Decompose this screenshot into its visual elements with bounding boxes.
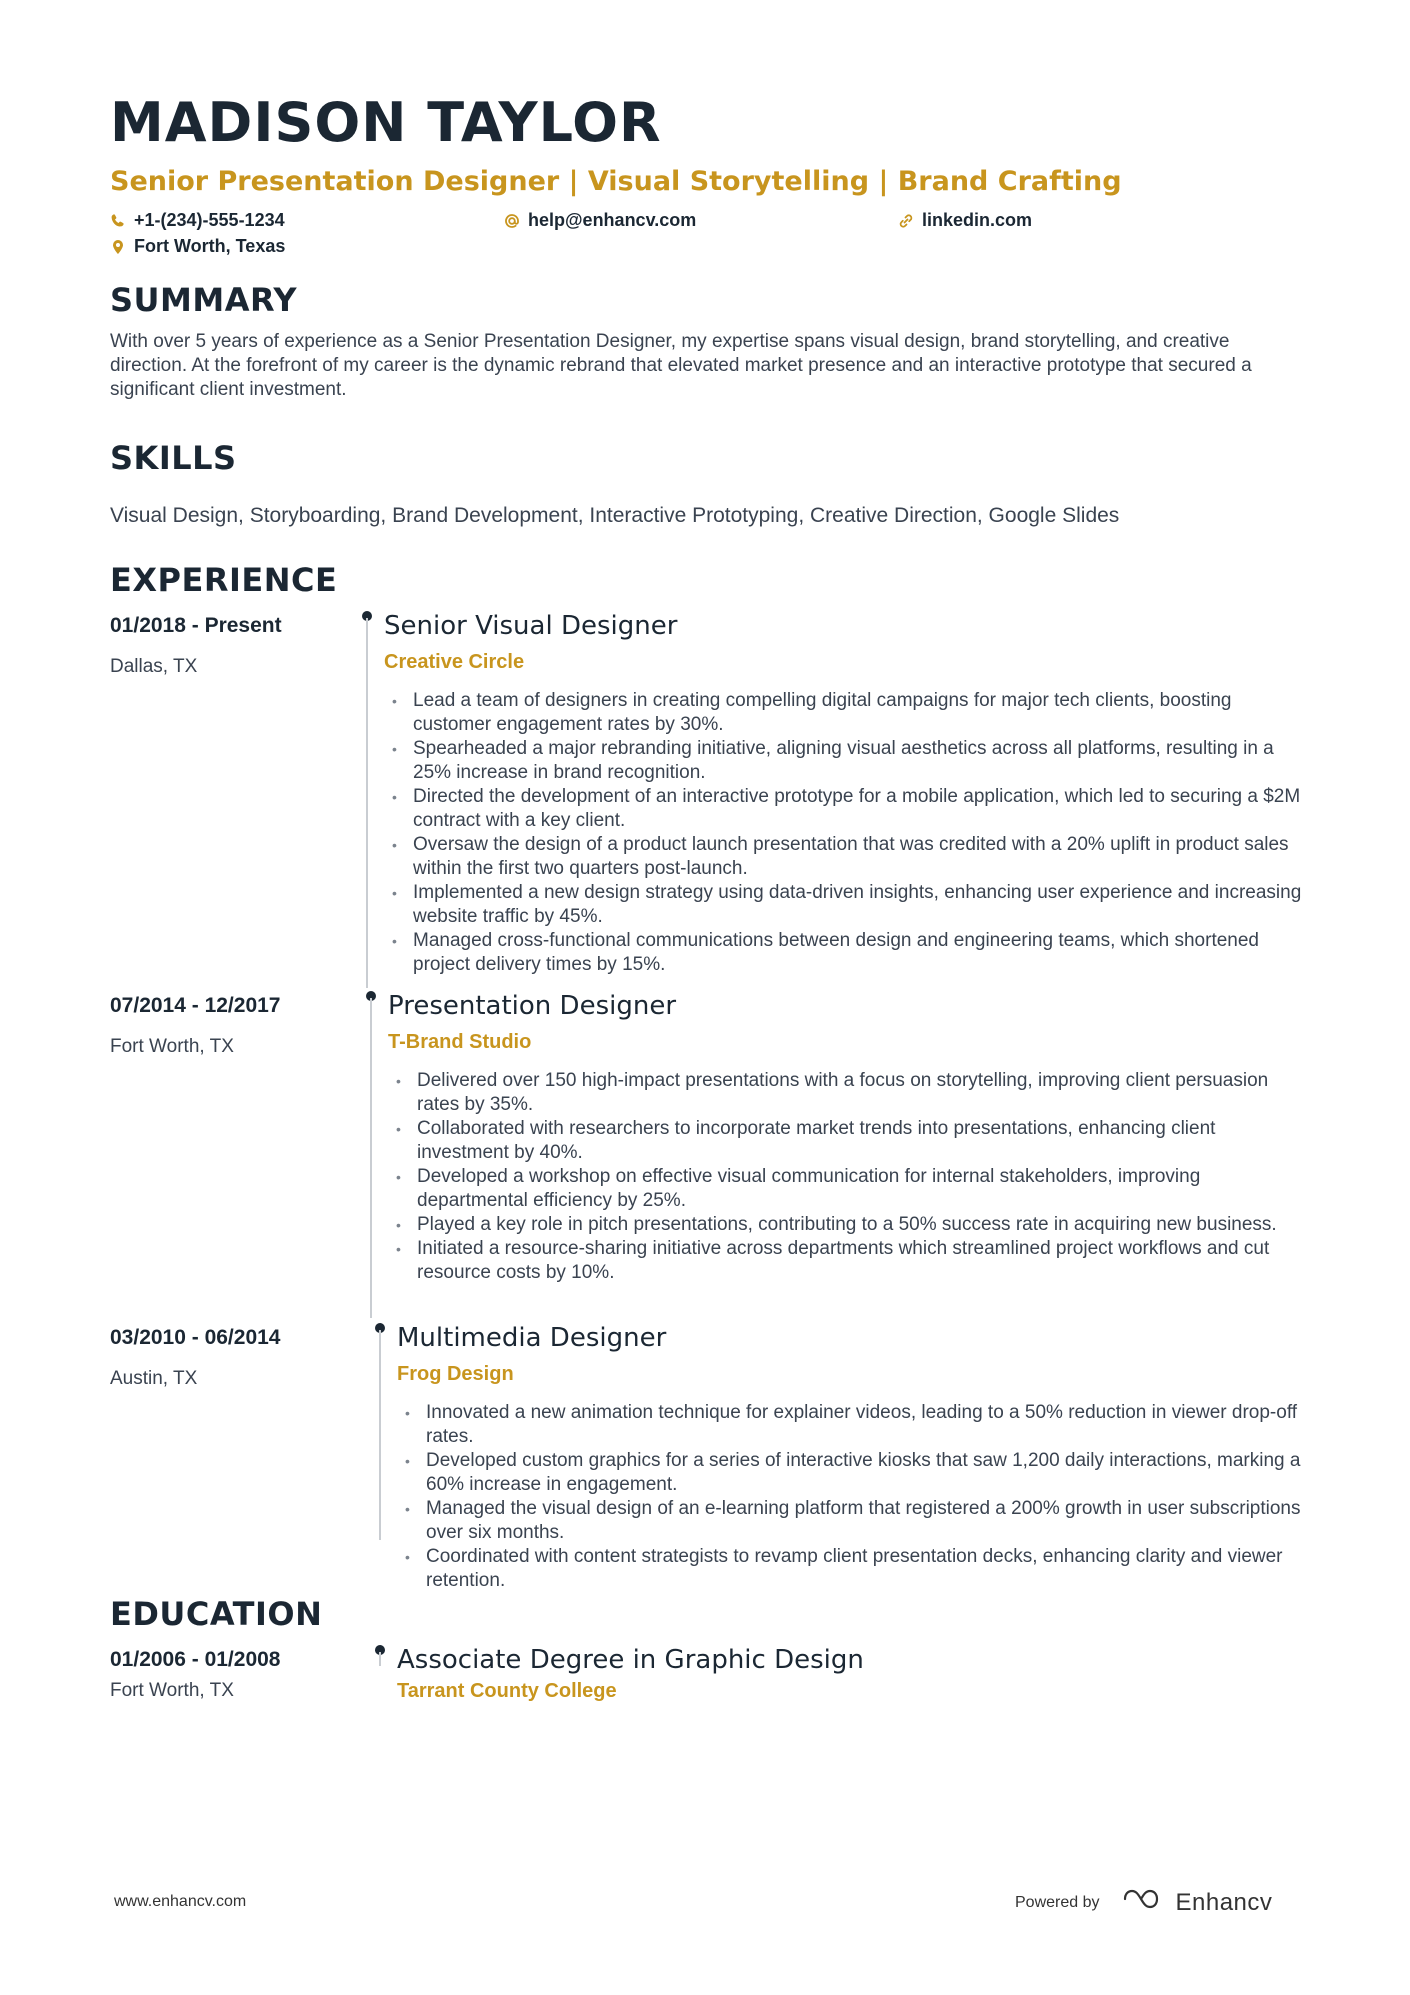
job-bullets [397,1401,1310,1593]
location-text: Fort Worth, Texas [134,236,286,257]
footer-website[interactable]: www.enhancv.com [114,1893,247,1910]
summary-section [110,281,1310,402]
job-bullet: • Coordinated with content strategists to revamp client presentation decks, enhancing clarity and viewer retention. [397,1545,1310,1593]
phone-number: +1-(234)-555-1234 [134,210,285,231]
job-role: Presentation Designer [388,991,677,1022]
job-dates: 01/2018 - Present [110,614,282,638]
job-bullet: • Spearheaded a major rebranding initiative, aligning visual aesthetics across all platforms, resulting in a 25% increase in brand recognition. [384,737,1310,785]
education-location: Fort Worth, TX [110,1680,234,1702]
link-url: linkedin.com [922,210,1033,231]
timeline-line [379,1652,381,1666]
summary-text: With over 5 years of experience as a Senior Presentation Designer, my expertise spans visual design, brand storytelling, and creative direction. At the forefront of my career is the dynamic rebrand that elevated market presence and an interactive prototype that secured a significant client investment. [110,331,1252,401]
school: Tarrant County College [397,1680,617,1703]
job-bullet: • Played a key role in pitch presentations, contributing to a 50% success rate in acquiring new business. [388,1213,1310,1237]
job-bullet: • Oversaw the design of a product launch presentation that was credited with a 20% uplift in product sales within the first two quarters post-launch. [384,833,1310,881]
education-heading: EDUCATION [110,1595,323,1634]
email-address: help@enhancv.com [528,210,697,231]
brand-name: Enhancv [1175,1888,1273,1916]
timeline-line [370,998,372,1318]
timeline-rail [363,1326,397,1586]
job-company: T-Brand Studio [388,1031,532,1054]
headline: Senior Presentation Designer | Visual Storytelling | Brand Crafting [110,166,1122,197]
degree: Associate Degree in Graphic Design [397,1645,864,1676]
job-dates: 07/2014 - 12/2017 [110,994,281,1018]
resume-page [110,91,1310,1703]
timeline-rail [363,1648,397,1703]
summary-heading: SUMMARY [110,281,298,320]
phone-icon [110,213,126,229]
education-section [110,1595,1310,1703]
job-bullet: • Developed custom graphics for a series of interactive kiosks that saw 1,200 daily interactions, marking a 60% increase in engagement. [397,1449,1310,1497]
job-bullet: • Developed a workshop on effective visual communication for internal stakeholders, improving departmental efficiency by 25%. [388,1165,1310,1213]
job-bullets [384,689,1310,977]
skills-text: Visual Design, Storyboarding, Brand Development, Interactive Prototyping, Creative Direction, Google Slides [110,504,1120,528]
education-entry [110,1645,1310,1703]
at-icon [504,213,520,229]
link-icon [898,213,914,229]
experience-heading: EXPERIENCE [110,561,338,600]
link-contact[interactable] [898,210,1032,231]
job-bullet: • Collaborated with researchers to incorporate market trends into presentations, enhancing client investment by 40%. [388,1117,1310,1165]
job-role: Multimedia Designer [397,1323,667,1354]
footer-branding [1015,1886,1272,1919]
powered-by-label: Powered by [1015,1893,1100,1911]
timeline-rail [354,994,388,1326]
job-bullet: • Managed the visual design of an e-learning platform that registered a 200% growth in user subscriptions over six months. [397,1497,1310,1545]
enhancv-brand[interactable] [1122,1886,1273,1919]
job-company: Frog Design [397,1363,514,1386]
email-contact[interactable] [504,210,696,231]
timeline-line [379,1330,381,1540]
job-role: Senior Visual Designer [384,611,678,642]
location-pin-icon [110,239,126,255]
job-bullet: • Implemented a new design strategy using data-driven insights, enhancing user experience and increasing website traffic by 45%. [384,881,1310,929]
job-location: Austin, TX [110,1368,198,1390]
timeline-line [366,618,368,988]
job-entry [110,991,1310,1326]
job-location: Fort Worth, TX [110,1036,234,1058]
location-contact [110,236,285,257]
job-location: Dallas, TX [110,656,198,678]
contact-info [110,204,1310,260]
skills-heading: SKILLS [110,439,237,478]
job-bullet: • Delivered over 150 high-impact presentations with a focus on storytelling, improving client persuasion rates by 35%. [388,1069,1310,1117]
candidate-name: MADISON TAYLOR [110,91,662,154]
job-bullet: • Initiated a resource-sharing initiative across departments which streamlined project workflows and cut resource costs by 10%. [388,1237,1310,1285]
timeline-rail [350,614,384,994]
phone-contact [110,210,285,231]
job-bullet: • Managed cross-functional communications between design and engineering teams, which shortened project delivery times by 15%. [384,929,1310,977]
job-entry [110,611,1310,994]
experience-section [110,561,1310,1592]
job-bullet: • Lead a team of designers in creating compelling digital campaigns for major tech clients, boosting customer engagement rates by 30%. [384,689,1310,737]
enhancv-logo-icon [1122,1886,1168,1919]
education-dates: 01/2006 - 01/2008 [110,1648,281,1672]
skills-section [110,439,1310,528]
job-bullet: • Innovated a new animation technique for explainer videos, leading to a 50% reduction in viewer drop-off rates. [397,1401,1310,1449]
job-bullets [388,1069,1310,1285]
job-entry [110,1323,1310,1592]
job-bullet: • Directed the development of an interactive prototype for a mobile application, which led to securing a $2M contract with a key client. [384,785,1310,833]
experience-timeline [110,611,1310,1592]
job-dates: 03/2010 - 06/2014 [110,1326,281,1350]
job-company: Creative Circle [384,651,525,674]
